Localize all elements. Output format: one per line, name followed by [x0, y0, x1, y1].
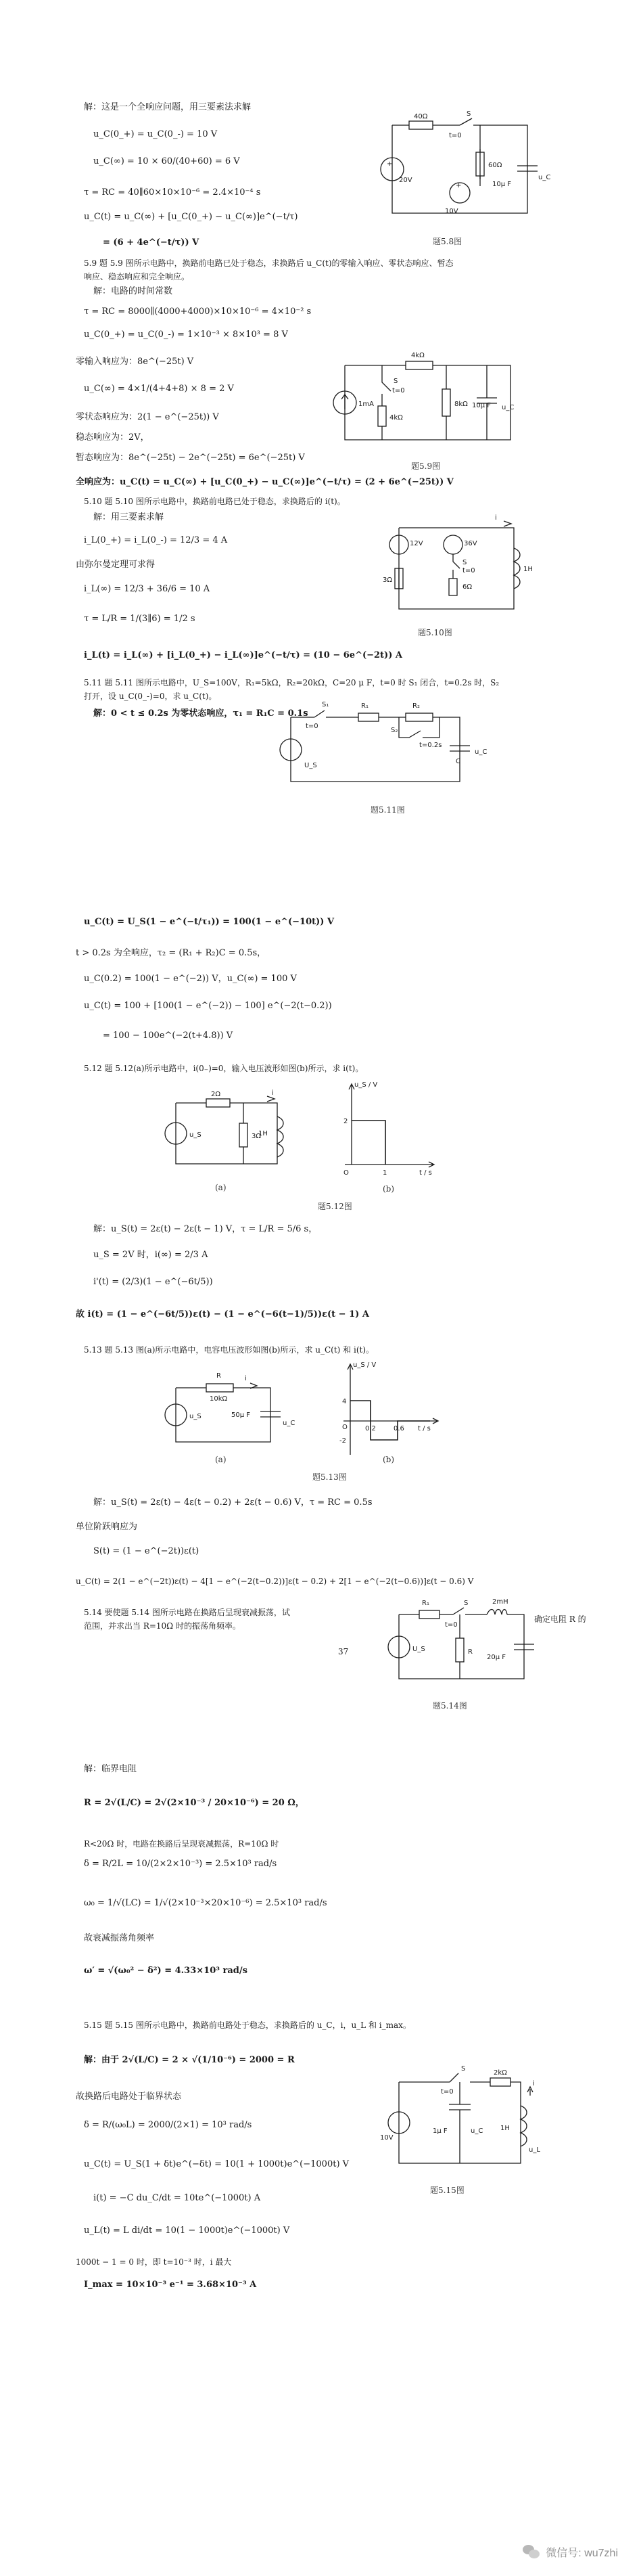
p514-line1: 5.14 要使题 5.14 图所示电路在换路后呈现衰减振荡，试 [84, 1608, 290, 1617]
svg-text:50μ F: 50μ F [231, 1411, 251, 1419]
svg-text:R: R [468, 1648, 473, 1656]
svg-text:1μ F: 1μ F [433, 2127, 448, 2135]
inductor-icon [514, 548, 520, 589]
p511-line3: 解：0 < t ≤ 0.2s 为零状态响应，τ₁ = R₁C = 0.1s [93, 708, 308, 719]
p511-line4: u_C(t) = U_S(1 − e^(−t/τ₁)) = 100(1 − e^(−10t)) V [84, 917, 335, 927]
svg-text:t / s: t / s [419, 1169, 432, 1177]
svg-text:i: i [533, 2080, 535, 2087]
svg-text:i: i [495, 514, 497, 522]
svg-text:4kΩ: 4kΩ [411, 352, 425, 359]
label-5-13a: (a) [215, 1455, 227, 1464]
resistor-4k-top [406, 361, 433, 369]
p514-line6: δ = R/2L = 10/(2×2×10⁻³) = 2.5×10³ rad/s [84, 1859, 277, 1869]
resistor-3 [239, 1123, 247, 1147]
p510-line4: 由弥尔曼定理可求得 [76, 560, 156, 570]
svg-text:1H: 1H [523, 566, 533, 573]
inductor-icon [487, 1610, 507, 1615]
p59-line1: 5.9 题 5.9 图所示电路中，换路前电路已处于稳态，求换路后 u_C(t)的零输入响应、零状态响应、暂态 [84, 258, 454, 268]
caption-5-8: 题5.8图 [433, 237, 462, 246]
label-cap: 10μ F [492, 181, 512, 188]
svg-text:u_S: u_S [189, 1413, 201, 1420]
resistor-r2 [406, 713, 433, 721]
resistor-r [456, 1638, 464, 1662]
svg-text:12V: 12V [410, 540, 423, 547]
svg-text:S: S [461, 2065, 466, 2073]
p58-line5: u_C(t) = u_C(∞) + [u_C(0_+) − u_C(∞)]e^(−t/τ) [84, 212, 298, 222]
label-uc: u_C [538, 174, 551, 181]
svg-text:U_S: U_S [304, 762, 317, 769]
p59-line6: 零输入响应为：8e^(−25t) V [76, 357, 194, 367]
pulse-waveform [350, 1401, 430, 1440]
svg-text:u_S / V: u_S / V [354, 1081, 378, 1089]
p510-line3: i_L(0_+) = i_L(0_-) = 12/3 = 4 A [84, 535, 228, 545]
svg-text:i: i [272, 1089, 274, 1097]
p513-line1: 5.13 题 5.13 图(a)所示电路中，电容电压波形如图(b)所示，求 u_C(t) 和 i(t)。 [84, 1345, 375, 1355]
p512-line5: 故 i(t) = (1 − e^(−6t/5))ε(t) − (1 − e^(−6(t−1)/5))ε(t − 1) A [76, 1309, 369, 1319]
svg-text:t=0: t=0 [445, 1621, 458, 1629]
svg-text:36V: 36V [464, 540, 477, 547]
svg-text:t=0.2s: t=0.2s [419, 742, 442, 749]
svg-text:1H: 1H [258, 1130, 268, 1137]
svg-text:O: O [343, 1169, 349, 1177]
svg-text:10V: 10V [380, 2134, 394, 2142]
p59-line7: u_C(∞) = 4×1/(4+4+8) × 8 = 2 V [84, 384, 234, 394]
p510-line6: τ = L/R = 1/(3∥6) = 1/2 s [84, 614, 195, 624]
caption-5-12: 题5.12图 [318, 1202, 352, 1211]
resistor-4k [378, 406, 386, 426]
current-arrow-icon [527, 2087, 533, 2096]
svg-text:S: S [462, 559, 467, 566]
p515-line6: i(t) = −C du_C/dt = 10te^(−1000t) A [93, 2193, 261, 2203]
circuit-5-15 [379, 2065, 541, 2180]
p511-line7: u_C(t) = 100 + [100(1 − e^(−2)) − 100] e^(−2(t−0.2)) [84, 1001, 332, 1011]
p513-line5: u_C(t) = 2(1 − e^(−2t))ε(t) − 4[1 − e^(−2(t−0.2))]ε(t − 0.2) + 2[1 − e^(−2(t−0.6))]ε(t − 0.6) V [76, 1577, 474, 1586]
svg-text:S₁: S₁ [322, 701, 329, 708]
p59-line8: 零状态响应为：2(1 − e^(−25t)) V [76, 412, 219, 422]
circuit-5-8 [379, 110, 551, 233]
svg-text:4kΩ: 4kΩ [389, 414, 403, 422]
svg-text:1: 1 [383, 1169, 387, 1177]
svg-text:U_S: U_S [412, 1646, 425, 1653]
watermark-text: 微信号: wu7zhi [546, 2548, 618, 2559]
svg-text:3Ω: 3Ω [383, 577, 393, 584]
p513-line4: S(t) = (1 − e^(−2t))ε(t) [93, 1546, 199, 1556]
svg-text:u_L: u_L [529, 2146, 540, 2154]
svg-text:+: + [387, 160, 393, 168]
page-number: 37 [338, 1647, 349, 1656]
svg-text:O: O [342, 1424, 348, 1431]
resistor-r1 [419, 1610, 440, 1619]
resistor-2 [206, 1099, 230, 1107]
svg-text:S: S [464, 1600, 469, 1607]
caption-5-15: 题5.15图 [430, 2186, 465, 2195]
svg-text:u_C: u_C [283, 1420, 295, 1427]
svg-text:i: i [245, 1375, 247, 1382]
resistor-2k [490, 2078, 511, 2086]
svg-text:u_C: u_C [475, 748, 488, 756]
p515-line7: u_L(t) = L di/dt = 10(1 − 1000t)e^(−1000t) V [84, 2225, 290, 2236]
svg-text:R₁: R₁ [361, 702, 369, 710]
p515-line2: 解：由于 2√(L/C) = 2 × √(1/10⁻⁶) = 2000 = R [84, 2055, 295, 2065]
p511-line1: 5.11 题 5.11 图所示电路中，U_S=100V，R₁=5kΩ，R₂=20kΩ，C=20 μ F，t=0 时 S₁ 闭合，t=0.2s 时，S₂ [84, 678, 500, 687]
svg-text:R: R [216, 1372, 221, 1380]
svg-text:t=0: t=0 [441, 2088, 454, 2096]
resistor-6 [449, 579, 457, 595]
label-5-12a: (a) [215, 1183, 227, 1192]
p514-line3: 解：临界电阻 [84, 1764, 137, 1774]
p58-line1: 解：这是一个全响应问题，用三要素法求解 [84, 102, 252, 112]
switch-icon [382, 365, 391, 440]
label-5-12b: (b) [383, 1184, 395, 1194]
circuit-5-11 [277, 697, 500, 798]
svg-text:10μ F: 10μ F [472, 402, 492, 409]
current-arrow-icon [504, 521, 511, 526]
caption-5-13: 题5.13图 [312, 1472, 347, 1482]
p510-line2: 解：用三要素求解 [93, 512, 164, 522]
p514-line9: ω′ = √(ω₀² − δ²) = 4.33×10³ rad/s [84, 1966, 247, 1976]
label-5-13b: (b) [383, 1455, 395, 1464]
svg-text:4: 4 [342, 1398, 347, 1405]
waveform-5-13b [335, 1360, 444, 1462]
p513-line2: 解：u_S(t) = 2ε(t) − 4ε(t − 0.2) + 2ε(t − 0.6) V，τ = RC = 0.5s [93, 1497, 373, 1508]
svg-text:8kΩ: 8kΩ [454, 401, 468, 408]
p58-line2: u_C(0_+) = u_C(0_-) = 10 V [93, 129, 218, 139]
p59-line3: 解：电路的时间常数 [93, 286, 173, 296]
p512-line2: 解：u_S(t) = 2ε(t) − 2ε(t − 1) V，τ = L/R = 5/6 s， [93, 1224, 318, 1234]
label-sw: S [467, 110, 471, 118]
resistor-10k [206, 1384, 233, 1392]
svg-text:20μ F: 20μ F [487, 1654, 506, 1661]
p515-line3: 故换路后电路处于临界状态 [76, 2092, 182, 2102]
p514-line4: R = 2√(L/C) = 2√(2×10⁻³ / 20×10⁻⁶) = 20 Ω， [84, 1798, 304, 1808]
p511-line8: = 100 − 100e^(−2(t+4.8)) V [103, 1031, 233, 1041]
svg-text:0.2: 0.2 [365, 1425, 376, 1432]
svg-text:u_C: u_C [471, 2127, 483, 2135]
current-arrow-icon [267, 1096, 275, 1102]
p515-line8: 1000t − 1 = 0 时，即 t=10⁻³ 时，i 最大 [76, 2257, 232, 2267]
p514-line2: 范围，并求出当 R=10Ω 时的振荡角频率。 [84, 1621, 241, 1631]
svg-text:t=0: t=0 [306, 723, 318, 730]
svg-text:u_C: u_C [502, 404, 515, 411]
label-src1: 20V [399, 177, 412, 184]
p510-line7: i_L(t) = i_L(∞) + [i_L(0_+) − i_L(∞)]e^(−t/τ) = (10 − 6e^(−2t)) A [84, 650, 402, 660]
p512-line1: 5.12 题 5.12(a)所示电路中，i(0₋)=0，输入电压波形如图(b)所示，求 i(t)。 [84, 1064, 364, 1073]
inductor-icon [521, 2106, 527, 2146]
p514-line5: R<20Ω 时，电路在换路后呈现衰减振荡，R=10Ω 时 [84, 1839, 279, 1849]
p515-line5: u_C(t) = U_S(1 + δt)e^(−δt) = 10(1 + 1000t)e^(−1000t) V [84, 2159, 350, 2169]
circuit-5-14 [379, 1594, 541, 1696]
p511-line5: t > 0.2s 为全响应，τ₂ = (R₁ + R₂)C = 0.5s， [76, 948, 266, 958]
switch-icon [453, 1608, 464, 1614]
circuit-5-10 [379, 514, 541, 623]
svg-text:t / s: t / s [418, 1425, 431, 1432]
svg-text:R₁: R₁ [422, 1600, 429, 1607]
wechat-watermark [523, 2544, 618, 2560]
label-r1: 40Ω [414, 113, 428, 120]
svg-text:2: 2 [343, 1118, 348, 1125]
p59-line11: 全响应为：u_C(t) = u_C(∞) + [u_C(0_+) − u_C(∞)]e^(−t/τ) = (2 + 6e^(−25t)) V [76, 477, 454, 487]
switch-s2-icon [399, 717, 440, 738]
p511-line6: u_C(0.2) = 100(1 − e^(−2)) V，u_C(∞) = 100 V [84, 974, 297, 984]
resistor-r1 [358, 713, 379, 721]
p510-line5: i_L(∞) = 12/3 + 36/6 = 10 A [84, 584, 210, 594]
svg-text:3Ω: 3Ω [252, 1133, 262, 1140]
p514-line7: ω₀ = 1/√(LC) = 1/√(2×10⁻³×20×10⁻⁶) = 2.5×10³ rad/s [84, 1898, 327, 1908]
p59-line5: u_C(0_+) = u_C(0_-) = 1×10⁻³ × 8×10³ = 8 V [84, 330, 288, 340]
svg-text:10kΩ: 10kΩ [210, 1395, 228, 1403]
circuit-5-13a [156, 1371, 298, 1452]
resistor-8k [442, 389, 450, 416]
svg-text:S: S [394, 378, 398, 385]
circuit-5-9 [331, 345, 534, 460]
switch-icon [460, 118, 472, 125]
p512-line3: u_S = 2V 时，i(∞) = 2/3 A [93, 1250, 208, 1260]
svg-text:t=0: t=0 [462, 567, 475, 574]
p59-line4: τ = RC = 8000∥(4000+4000)×10×10⁻⁶ = 4×10⁻² s [84, 307, 312, 317]
source-36v-icon [444, 535, 462, 554]
p515-line9: I_max = 10×10⁻³ e⁻¹ = 3.68×10⁻³ A [84, 2280, 257, 2290]
svg-text:-2: -2 [339, 1437, 346, 1445]
svg-text:2mH: 2mH [492, 1598, 508, 1606]
label-t0: t=0 [449, 132, 462, 139]
svg-text:6Ω: 6Ω [462, 583, 473, 591]
svg-text:+: + [456, 182, 462, 189]
switch-s1-icon [314, 710, 325, 717]
caption-5-10: 题5.10图 [418, 628, 452, 637]
caption-5-9: 题5.9图 [411, 461, 441, 471]
p515-line1: 5.15 题 5.15 图所示电路中，换路前电路处于稳态，求换路后的 u_C，i，u_L 和 i_max。 [84, 2020, 411, 2030]
label-src2: 10V [445, 208, 458, 215]
svg-text:2Ω: 2Ω [211, 1091, 221, 1098]
inductor-icon [277, 1116, 283, 1157]
svg-text:S₂: S₂ [391, 727, 398, 734]
svg-text:2kΩ: 2kΩ [494, 2069, 507, 2077]
label-r2: 60Ω [488, 162, 502, 169]
caption-5-14: 题5.14图 [433, 1701, 467, 1711]
wechat-icon [523, 2545, 540, 2560]
switch-icon [449, 2073, 471, 2163]
svg-text:u_S / V: u_S / V [353, 1361, 377, 1369]
svg-text:C: C [456, 758, 460, 765]
circuit-5-12a [156, 1089, 298, 1177]
p514-line8: 故衰减振荡角频率 [84, 1933, 155, 1943]
p59-line2: 响应、稳态响应和完全响应。 [84, 272, 190, 281]
p512-line4: i'(t) = (2/3)(1 − e^(−6t/5)) [93, 1277, 213, 1287]
p510-line1: 5.10 题 5.10 图所示电路中，换路前电路已处于稳态，求换路后的 i(t)。 [84, 497, 346, 506]
p59-line9: 稳态响应为：2V， [76, 432, 149, 443]
svg-text:1mA: 1mA [358, 401, 374, 408]
svg-text:R₂: R₂ [412, 702, 420, 710]
p513-line3: 单位阶跃响应为 [76, 1522, 138, 1532]
waveform-5-12b [338, 1080, 440, 1181]
p58-line3: u_C(∞) = 10 × 60/(40+60) = 6 V [93, 156, 240, 166]
p58-line6: = (6 + 4e^(−t/τ)) V [103, 238, 199, 248]
p515-line4: δ = R/(ω₀L) = 2000/(2×1) = 10³ rad/s [84, 2120, 252, 2130]
caption-5-11: 题5.11图 [371, 805, 405, 815]
svg-text:0.6: 0.6 [394, 1425, 404, 1432]
resistor-40 [409, 121, 433, 129]
pulse-waveform [352, 1121, 385, 1165]
svg-text:1H: 1H [500, 2125, 510, 2132]
svg-text:u_S: u_S [189, 1131, 201, 1139]
p59-line10: 暂态响应为：8e^(−25t) − 2e^(−25t) = 6e^(−25t) V [76, 453, 305, 463]
switch-icon [453, 554, 460, 579]
p514-line1b: 确定电阻 R 的 [534, 1614, 586, 1624]
svg-text:t=0: t=0 [392, 387, 405, 394]
p511-line2: 打开，设 u_C(0_-)=0，求 u_C(t)。 [84, 692, 217, 701]
p58-line4: τ = RC = 40∥60×10×10⁻⁶ = 2.4×10⁻⁴ s [84, 187, 261, 198]
